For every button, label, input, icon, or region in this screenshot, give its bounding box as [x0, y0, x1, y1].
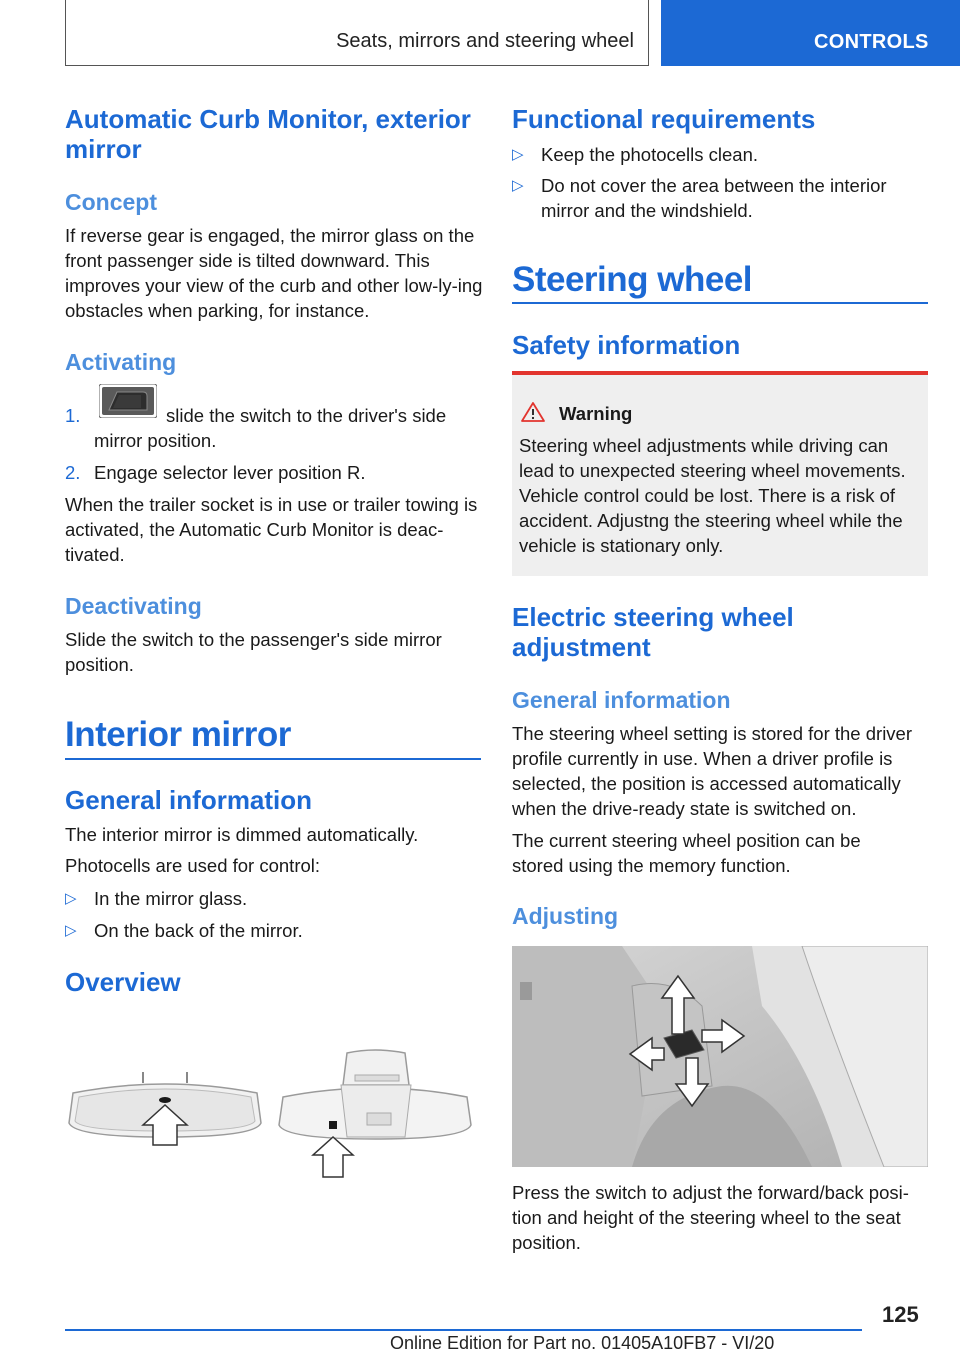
steering-general-text: The steering wheel setting is stored for the driver profile currently in use. When a driver profile is selected, the position is accessed automatically when the drive-ready state is switched on.: [512, 723, 912, 819]
heading-rule: [512, 302, 928, 304]
triangle-bullet-icon: ▷: [512, 146, 524, 163]
warning-box: [512, 371, 928, 576]
steering-adjustment-photo: [512, 946, 928, 1167]
adjust-text: Press the switch to adjust the forward/back posi-tion and height of the steering wheel to the seat position.: [512, 1182, 909, 1253]
heading-interior-mirror: Interior mirror: [65, 715, 291, 754]
heading-overview: Overview: [65, 967, 181, 997]
step-1: [65, 403, 485, 453]
step-2-text: Engage selector lever position R.: [94, 462, 366, 483]
warning-title: Warning: [559, 403, 633, 424]
heading-deactivating: Deactivating: [65, 593, 202, 619]
general-text: The interior mirror is dimmed automatically.: [65, 824, 419, 845]
header-section-box: [65, 0, 649, 66]
triangle-bullet-icon: ▷: [65, 890, 77, 907]
heading-general-information: General information: [65, 785, 313, 815]
footer-edition: Online Edition for Part no. 01405A10FB7 - VI/20: [390, 1333, 775, 1353]
step-2-number: 2.: [65, 462, 81, 483]
heading-activating: Activating: [65, 349, 177, 375]
list-item-text: Do not cover the area between the interior mirror and the windshield.: [541, 175, 887, 221]
page-number: 125: [882, 1302, 919, 1327]
heading-concept: Concept: [65, 189, 157, 215]
list-item-text: On the back of the mirror.: [94, 920, 303, 941]
list-item: [512, 173, 930, 225]
heading-general-information-2: General information: [512, 687, 731, 713]
step-2: [65, 460, 485, 486]
heading-rule: [65, 758, 481, 760]
list-item-text: In the mirror glass.: [94, 888, 248, 909]
heading-curb-monitor: Automatic Curb Monitor, exterior mirror: [65, 104, 471, 164]
heading-safety-information: Safety information: [512, 330, 741, 360]
list-item: [65, 886, 485, 912]
warning-text: Steering wheel adjustments while driving can lead to unexpected steering wheel movements. Vehicle control could be lost. There is a risk of accident. Adjustng the steering wheel while the vehicle is stationary only.: [519, 435, 906, 556]
concept-text: If reverse gear is engaged, the mirror glass on the front passenger side is tilted downward. This improves your view of the curb and other low-ly-ing obstacles when parking, for instance.: [65, 225, 483, 321]
heading-steering-wheel: Steering wheel: [512, 260, 753, 299]
triangle-bullet-icon: ▷: [512, 177, 524, 194]
memory-text: The current steering wheel position can be stored using the memory function.: [512, 830, 861, 876]
heading-electric-steering-adjustment: Electric steering wheel adjustment: [512, 602, 794, 662]
triangle-bullet-icon: ▷: [65, 922, 77, 939]
header-section-title: Seats, mirrors and steering wheel: [336, 30, 634, 52]
warning-icon: [520, 401, 546, 428]
step-1-number: 1.: [65, 405, 81, 426]
trailer-text: When the trailer socket is in use or trailer towing is activated, the Automatic Curb Monitor is deac-tivated.: [65, 494, 478, 565]
deactivating-text: Slide the switch to the passenger's side mirror position.: [65, 629, 442, 675]
header-chapter-title: CONTROLS: [814, 31, 929, 53]
heading-functional-requirements: Functional requirements: [512, 104, 816, 134]
list-item: [65, 918, 485, 944]
photocells-text: Photocells are used for control:: [65, 855, 321, 876]
heading-adjusting: Adjusting: [512, 903, 619, 929]
interior-mirror-illustration: [65, 1045, 483, 1185]
list-item: [512, 142, 930, 168]
list-item-text: Keep the photocells clean.: [541, 144, 759, 165]
step-1-text: slide the switch to the driver's side mirror position.: [94, 405, 447, 451]
footer-rule: [65, 1329, 862, 1331]
